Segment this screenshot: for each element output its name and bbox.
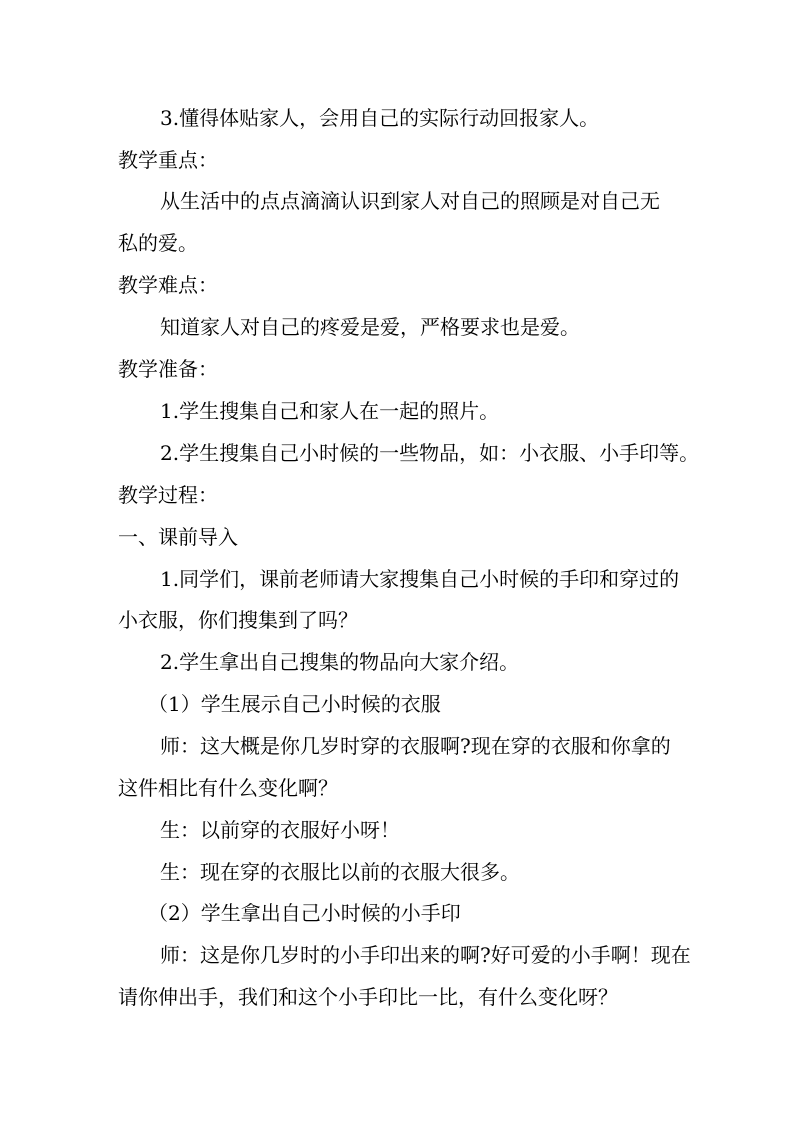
focus-text-line-2: 私的爱。 bbox=[118, 231, 198, 255]
teacher-question-2-line-2: 请你伸出手，我们和这个小手印比一比，有什么变化呀？ bbox=[118, 985, 618, 1009]
sub-step-2-heading: （2）学生拿出自己小时候的小手印 bbox=[148, 901, 461, 925]
teacher-question-2-line-1: 师：这是你几岁时的小手印出来的啊?好可爱的小手啊！现在 bbox=[160, 943, 691, 967]
preparation-heading: 教学准备： bbox=[118, 357, 218, 381]
difficulty-text: 知道家人对自己的疼爱是爱，严格要求也是爱。 bbox=[160, 315, 580, 339]
focus-heading: 教学重点： bbox=[118, 148, 218, 172]
objective-3: 3.懂得体贴家人，会用自己的实际行动回报家人。 bbox=[160, 106, 600, 130]
step-1-line-1: 1.同学们，课前老师请大家搜集自己小时候的手印和穿过的 bbox=[160, 567, 680, 591]
preparation-item-2: 2.学生搜集自己小时候的一些物品，如：小衣服、小手印等。 bbox=[160, 441, 700, 465]
process-heading: 教学过程： bbox=[118, 483, 218, 507]
focus-text-line-1: 从生活中的点点滴滴认识到家人对自己的照顾是对自己无 bbox=[160, 189, 660, 213]
step-2: 2.学生拿出自己搜集的物品向大家介绍。 bbox=[160, 650, 520, 674]
section-1-heading: 一、课前导入 bbox=[118, 525, 238, 549]
sub-step-1-heading: （1）学生展示自己小时候的衣服 bbox=[148, 692, 441, 716]
student-answer-1: 生：以前穿的衣服好小呀！ bbox=[160, 818, 400, 842]
step-1-line-2: 小衣服，你们搜集到了吗？ bbox=[118, 608, 358, 632]
teacher-question-1-line-1: 师：这大概是你几岁时穿的衣服啊?现在穿的衣服和你拿的 bbox=[160, 734, 671, 758]
difficulty-heading: 教学难点： bbox=[118, 273, 218, 297]
teacher-question-1-line-2: 这件相比有什么变化啊？ bbox=[118, 776, 338, 800]
student-answer-2: 生：现在穿的衣服比以前的衣服大很多。 bbox=[160, 860, 520, 884]
preparation-item-1: 1.学生搜集自己和家人在一起的照片。 bbox=[160, 399, 500, 423]
